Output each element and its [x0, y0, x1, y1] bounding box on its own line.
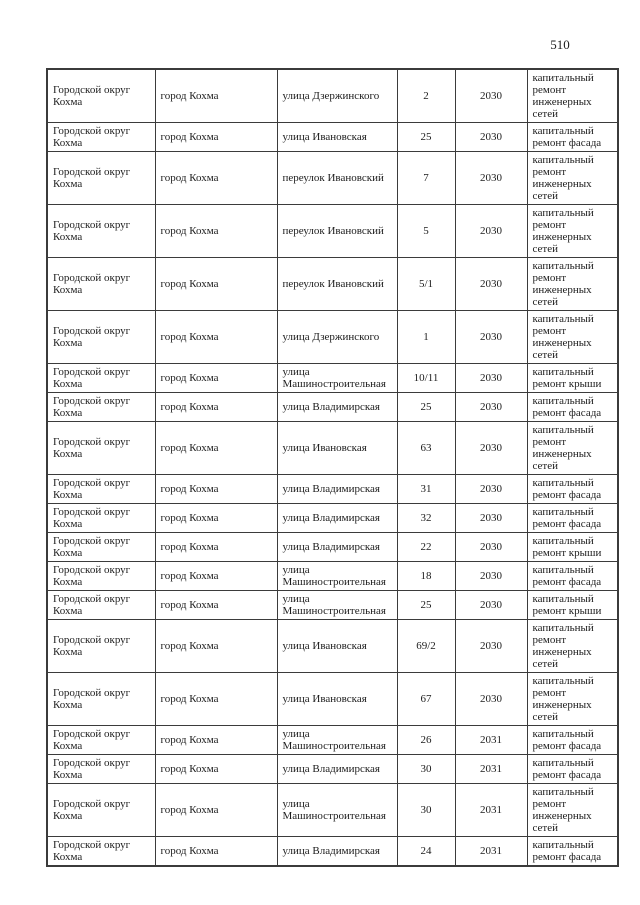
cell-house-number: 69/2 — [397, 620, 455, 673]
cell-municipality: Городской округ Кохма — [47, 504, 155, 533]
cell-house-number: 5 — [397, 205, 455, 258]
cell-work-type: капитальный ремонт инженерных сетей — [527, 784, 618, 837]
cell-city: город Кохма — [155, 591, 277, 620]
cell-street: переулок Ивановский — [277, 152, 397, 205]
cell-year: 2030 — [455, 504, 527, 533]
cell-city: город Кохма — [155, 422, 277, 475]
cell-work-type: капитальный ремонт инженерных сетей — [527, 620, 618, 673]
cell-year: 2030 — [455, 205, 527, 258]
cell-municipality: Городской округ Кохма — [47, 422, 155, 475]
cell-work-type: капитальный ремонт фасада — [527, 726, 618, 755]
cell-year: 2030 — [455, 258, 527, 311]
cell-street: переулок Ивановский — [277, 258, 397, 311]
page-number: 510 — [550, 37, 570, 52]
cell-street: улица Дзержинского — [277, 69, 397, 123]
cell-work-type: капитальный ремонт фасада — [527, 837, 618, 867]
cell-work-type: капитальный ремонт крыши — [527, 591, 618, 620]
cell-municipality: Городской округ Кохма — [47, 475, 155, 504]
cell-municipality: Городской округ Кохма — [47, 364, 155, 393]
cell-city: город Кохма — [155, 620, 277, 673]
table-row — [47, 393, 618, 422]
repair-schedule-table — [46, 68, 619, 867]
cell-house-number: 25 — [397, 393, 455, 422]
cell-work-type: капитальный ремонт крыши — [527, 533, 618, 562]
cell-street: улица Владимирская — [277, 393, 397, 422]
cell-city: город Кохма — [155, 393, 277, 422]
cell-municipality: Городской округ Кохма — [47, 591, 155, 620]
cell-municipality: Городской округ Кохма — [47, 726, 155, 755]
cell-street: улица Ивановская — [277, 673, 397, 726]
cell-year: 2031 — [455, 784, 527, 837]
cell-year: 2031 — [455, 837, 527, 867]
cell-year: 2030 — [455, 591, 527, 620]
cell-year: 2030 — [455, 562, 527, 591]
cell-municipality: Городской округ Кохма — [47, 152, 155, 205]
table-row — [47, 784, 618, 837]
cell-city: город Кохма — [155, 726, 277, 755]
cell-house-number: 25 — [397, 123, 455, 152]
cell-street: улица Ивановская — [277, 620, 397, 673]
cell-street: улица Ивановская — [277, 123, 397, 152]
cell-city: город Кохма — [155, 311, 277, 364]
cell-work-type: капитальный ремонт фасада — [527, 504, 618, 533]
table-row — [47, 591, 618, 620]
table-row — [47, 123, 618, 152]
cell-street: улица Владимирская — [277, 475, 397, 504]
cell-city: город Кохма — [155, 205, 277, 258]
cell-street: улица Владимирская — [277, 755, 397, 784]
cell-city: город Кохма — [155, 562, 277, 591]
cell-year: 2030 — [455, 475, 527, 504]
table-row — [47, 837, 618, 867]
cell-municipality: Городской округ Кохма — [47, 620, 155, 673]
cell-work-type: капитальный ремонт фасада — [527, 393, 618, 422]
table-row — [47, 152, 618, 205]
table-body — [47, 69, 618, 866]
cell-municipality: Городской округ Кохма — [47, 755, 155, 784]
cell-house-number: 24 — [397, 837, 455, 867]
cell-work-type: капитальный ремонт инженерных сетей — [527, 152, 618, 205]
cell-work-type: капитальный ремонт крыши — [527, 364, 618, 393]
cell-house-number: 18 — [397, 562, 455, 591]
cell-city: город Кохма — [155, 152, 277, 205]
cell-street: переулок Ивановский — [277, 205, 397, 258]
cell-municipality: Городской округ Кохма — [47, 533, 155, 562]
cell-house-number: 31 — [397, 475, 455, 504]
cell-city: город Кохма — [155, 364, 277, 393]
cell-city: город Кохма — [155, 755, 277, 784]
cell-house-number: 25 — [397, 591, 455, 620]
cell-house-number: 63 — [397, 422, 455, 475]
cell-street: улица Машиностроительная — [277, 562, 397, 591]
table-row — [47, 673, 618, 726]
cell-year: 2030 — [455, 422, 527, 475]
cell-municipality: Городской округ Кохма — [47, 205, 155, 258]
cell-house-number: 22 — [397, 533, 455, 562]
cell-work-type: капитальный ремонт инженерных сетей — [527, 673, 618, 726]
cell-municipality: Городской округ Кохма — [47, 784, 155, 837]
cell-work-type: капитальный ремонт фасада — [527, 562, 618, 591]
cell-house-number: 30 — [397, 755, 455, 784]
cell-work-type: капитальный ремонт инженерных сетей — [527, 422, 618, 475]
table-row — [47, 364, 618, 393]
cell-work-type: капитальный ремонт фасада — [527, 755, 618, 784]
cell-city: город Кохма — [155, 123, 277, 152]
cell-year: 2030 — [455, 533, 527, 562]
cell-city: город Кохма — [155, 673, 277, 726]
cell-street: улица Владимирская — [277, 504, 397, 533]
table-row — [47, 69, 618, 123]
cell-municipality: Городской округ Кохма — [47, 837, 155, 867]
cell-year: 2030 — [455, 123, 527, 152]
cell-city: город Кохма — [155, 784, 277, 837]
table-row — [47, 422, 618, 475]
table-row — [47, 311, 618, 364]
cell-street: улица Машиностроительная — [277, 591, 397, 620]
cell-house-number: 1 — [397, 311, 455, 364]
cell-municipality: Городской округ Кохма — [47, 393, 155, 422]
cell-city: город Кохма — [155, 533, 277, 562]
cell-municipality: Городской округ Кохма — [47, 311, 155, 364]
cell-street: улица Владимирская — [277, 837, 397, 867]
cell-year: 2030 — [455, 673, 527, 726]
cell-city: город Кохма — [155, 475, 277, 504]
cell-house-number: 7 — [397, 152, 455, 205]
cell-house-number: 32 — [397, 504, 455, 533]
table-row — [47, 475, 618, 504]
cell-work-type: капитальный ремонт инженерных сетей — [527, 311, 618, 364]
cell-house-number: 10/11 — [397, 364, 455, 393]
cell-municipality: Городской округ Кохма — [47, 69, 155, 123]
cell-municipality: Городской округ Кохма — [47, 123, 155, 152]
cell-year: 2031 — [455, 755, 527, 784]
cell-municipality: Городской округ Кохма — [47, 562, 155, 591]
cell-house-number: 26 — [397, 726, 455, 755]
cell-house-number: 2 — [397, 69, 455, 123]
cell-year: 2030 — [455, 69, 527, 123]
cell-year: 2030 — [455, 152, 527, 205]
cell-street: улица Владимирская — [277, 533, 397, 562]
cell-city: город Кохма — [155, 69, 277, 123]
cell-year: 2031 — [455, 726, 527, 755]
cell-municipality: Городской округ Кохма — [47, 673, 155, 726]
cell-work-type: капитальный ремонт инженерных сетей — [527, 258, 618, 311]
cell-street: улица Машиностроительная — [277, 364, 397, 393]
cell-work-type: капитальный ремонт инженерных сетей — [527, 69, 618, 123]
cell-street: улица Ивановская — [277, 422, 397, 475]
cell-city: город Кохма — [155, 837, 277, 867]
cell-work-type: капитальный ремонт инженерных сетей — [527, 205, 618, 258]
cell-street: улица Машиностроительная — [277, 784, 397, 837]
table-row — [47, 562, 618, 591]
table-row — [47, 504, 618, 533]
table-row — [47, 755, 618, 784]
cell-year: 2030 — [455, 393, 527, 422]
cell-house-number: 67 — [397, 673, 455, 726]
table-row — [47, 620, 618, 673]
cell-year: 2030 — [455, 364, 527, 393]
cell-city: город Кохма — [155, 258, 277, 311]
cell-municipality: Городской округ Кохма — [47, 258, 155, 311]
cell-work-type: капитальный ремонт фасада — [527, 475, 618, 504]
table-row — [47, 258, 618, 311]
cell-street: улица Машиностроительная — [277, 726, 397, 755]
cell-house-number: 30 — [397, 784, 455, 837]
cell-year: 2030 — [455, 620, 527, 673]
cell-work-type: капитальный ремонт фасада — [527, 123, 618, 152]
cell-year: 2030 — [455, 311, 527, 364]
cell-street: улица Дзержинского — [277, 311, 397, 364]
table-row — [47, 205, 618, 258]
cell-house-number: 5/1 — [397, 258, 455, 311]
table-row — [47, 726, 618, 755]
table-row — [47, 533, 618, 562]
cell-city: город Кохма — [155, 504, 277, 533]
